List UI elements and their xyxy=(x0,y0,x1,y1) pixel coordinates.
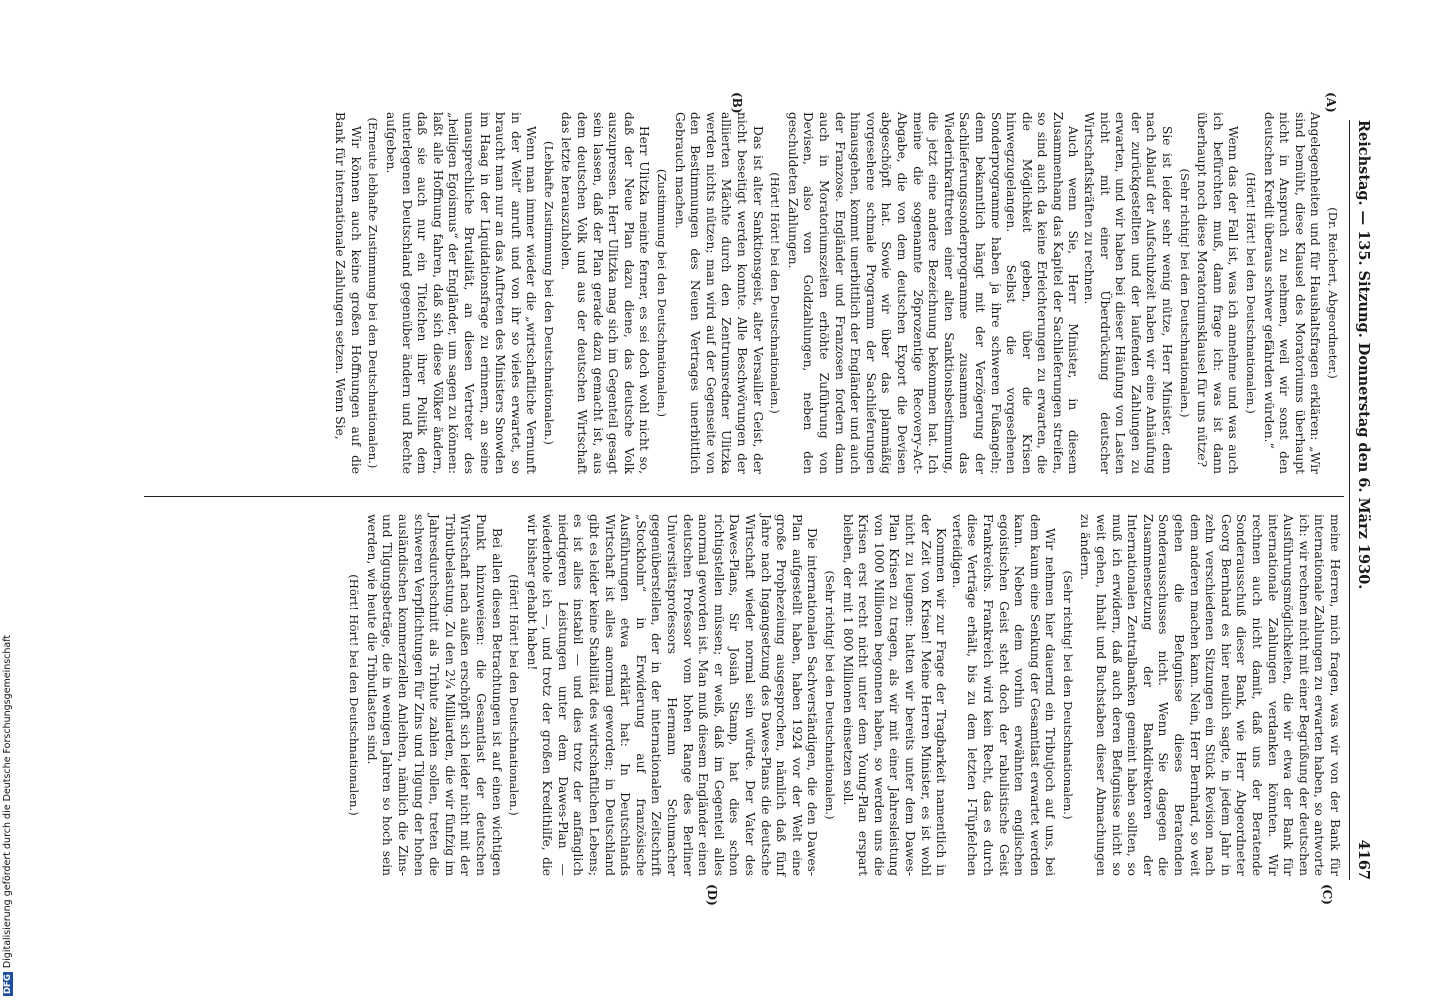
paragraph: Die internationalen Sachverständigen, die den Dawes-Plan aufgestellt haben, haben 1924 vor der Welt eine große Prophezeiung ausgesprochen, nämlich daß fünf Jahre nach Ingangsetzung des Dawes-Plans die deutsche Wirtschaft wieder normal sein würde. Der Vater des Dawes-Plans, Sir Josiah Stamp, hat dies schon richtigstellen müssen; er weiß, daß im Gegenteil alles anormal geworden ist. Man muß diesem Engländer einen deutschen Professor vom hohen Range des Berliner Universitätsprofessors Hermann Schumacher gegenüberstellen, der in der internationalen Zeitschrift „Stockholm“ in Erwiderung auf französische Ausführungen etwa erklärt hat: In Deutschlands Wirtschaft ist alles anormal geworden; in Deutschland gibt es leider keine Stabilität des wirtschaftlichen Lebens; es ist alles instabil — und dies trotz der anfänglich niedrigeren Leistungen unter dem Dawes-Plan — wiederhole ich —, und trotz der großen Kredithilfe, die wir bisher gehabt haben! xyxy=(524,514,820,876)
paragraph: Auch wenn Sie, Herr Minister, in diesem Zusammenhang das Kapitel der Sachlieferungen streifen, so sind auch da keine Erleichterungen zu erwarten, die die Möglichkeit geben, über die Krisen hinwegzugelangen. Selbst die vorgesehenen Sonderprogramme haben ja ihre schweren Fußangeln; denn bekanntlich hängt mit der Verzögerung der Sachlieferungssonderprogramme zusammen das Wiederinkrafttreten einer alten Sanktionsbestimmung, die jetzt eine andere Bezeichnung bekommen hat. Ich meine die sogenannte 26prozentige Recovery-Act-Abgabe, die von dem deutschen Export die Devisen abgeschöpft hat. Sowie wir über das planmäßig vorgesehene schmale Programm der Sachlieferungen hinausgehen, kommt unerbittlich der Engländer und auch der Franzose. Engländer und Franzosen fordern dann auch in Moratoriumszeiten erhöhte Zuführung von Devisen, also von Goldzahlungen, neben den geschuldeten Zahlungen. xyxy=(785,112,1081,474)
paragraph: meine Herren, mich fragen, was wir von der Bank für internationale Zahlungen zu erwarten haben, so antworte ich: wir rechnen nicht mit einer Begrüßung der deutschen Ausführungsmöglichkeiten, die wir etwa der Bank für internationale Zahlungen verdanken könnten. Wir rechnen auch nicht damit, daß uns der Beratende Sonderausschuß dieser Bank, wie Herr Abgeordneter Georg Bernhard es hier neulich sagte, in jedem Jahr in zehn verschiedenen Sitzungen ein Stück Revision nach dem anderen machen kann. Nein, Herr Bernhard, so weit gehen die Befugnisse dieses Beratenden Sonderausschusses nicht. Wenn Sie dagegen die Zusammensetzung der Bankdirektoren der Internationalen Zentralbanken gemeint haben sollten, so muß ich erwidern, daß auch deren Befugnisse nicht so weit gehen, Inhalt und Buchstaben dieser Abmachungen zu ändern. xyxy=(1078,514,1342,877)
paragraph: Sie ist leider sehr wenig nütze, Herr Minister, denn nach Ablauf der Aufschubzeit haben wir eine Anhäufung der zurückgestellten und der laufenden Zahlungen zu erwarten, und wir haben bei dieser Häufung von Lasten nicht mit einer Überdrückung deutscher Wirtschaftskräften zu rechnen. xyxy=(1082,112,1175,474)
reaction: (Sehr richtig! bei den Deutschnationalen.) xyxy=(1177,168,1192,418)
digitization-note-text: Digitalisierung gefördert durch die Deutsche Forschungsgemeinschaft xyxy=(2,634,13,969)
reaction: (Hört! Hört! bei den Deutschnationalen.) xyxy=(1244,172,1259,414)
paragraph: Wir können auch keine großen Hoffnungen auf die Bank für internationale Zahlungen setzen. Wenn Sie, xyxy=(333,112,363,474)
reaction: (Hört! Hört! bei den Deutschnationalen.) xyxy=(507,574,522,816)
paragraph: Wenn man immer wieder die „wirtschaftliche Vernunft in der Welt“ anruft und von ihr so vieles erwartet, so braucht man nur an das Auftreten des Ministers Snowden im Haag in der Liquidationsfrage zu erinnern, an seine unausprechliche Brutalität, an diesen Vertreter des „heiligen Egoismus“ der Engländer, um sagen zu können: laßt alle Hoffnung fahren, daß sich diese Völker ändern, daß sie auch nur ein Titelchen ihrer Politik dem unterlegenen Deutschland gegenüber ändern und Rechte aufgeben. xyxy=(383,112,539,474)
paragraph: Herr Ulitzka meinte ferner, es sei doch wohl nicht so, daß der Neue Plan dazu diene, das deutsche Volk auszupressen. Herr Ulitzka mag sich im Gegenteil gesagt sein lassen, daß der Plan gerade dazu gemacht ist, aus dem deutschen Volk und aus der deutschen Wirtschaft das letzte herauszuholen. xyxy=(559,112,652,474)
digitization-note xyxy=(2,0,16,996)
right-column xyxy=(344,514,1342,876)
column-divider xyxy=(144,496,1344,497)
margin-letter-c: (C) xyxy=(1320,884,1334,905)
speaker-intro: (Dr. Reichert, Abgeordneter.) xyxy=(1326,207,1340,379)
paragraph: Bei allen diesen Betrachtungen ist auf einen wichtigen Punkt hinzuweisen: die Gesamtlast der deutschen Wirtschaft nach außen erschöpft sich leider nicht mit der Tributbelastung. Zu den 2¼ Milliarden, die wir fünfzig im Jahresdurchschnitt als Tribute zahlen sollen, treten die schweren Verpflichtungen für Zins und Tilgung der hohen ausländischen kommerziellen Anleihen, nämlich die Zins- und Tilgungsbeträge, die in wenigen Jahren so hoch sein werden, wie heute die Tributlasten sind. xyxy=(364,514,504,876)
paragraph: Angelegenheiten und für Haushaltsfragen erklären: „Wir sind bemüht, diese Klausel des Moratoriums überhaupt nicht in Anspruch zu nehmen, weil wir sonst den deutschen Kredit überaus schwer gefährden würden.“ xyxy=(1261,112,1323,474)
header-rule xyxy=(1349,120,1350,880)
reaction: (Zustimmung bei den Deutschnationalen.) xyxy=(655,168,670,418)
page-number: 4167 xyxy=(1355,839,1372,880)
margin-letter-a: (A) xyxy=(1324,92,1338,113)
left-column xyxy=(332,112,1342,474)
paragraph: Wenn das der Fall ist, was ich annehme und was auch ich befürchten muß, dann frage ich: was ist dann überhaupt noch diese Moratoriumsklausel für uns nütze? xyxy=(1195,112,1241,474)
reaction: (Lebhafte Zustimmung bei den Deutschnationalen.) xyxy=(541,141,556,445)
reaction: (Hört! Hört! bei den Deutschnationalen.) xyxy=(347,574,362,816)
reaction: (Hört! Hört! bei den Deutschnationalen.) xyxy=(768,172,783,414)
paragraph: Das ist alter Sanktionsgeist, alter Versailler Geist, der nicht beseitigt werden konnte. Alle Beschwörungen der alliierten Mächte durch den Zentrumsredner Ulitzka werden nichts nützen; man wird auf der Gegenseite von den Bestimmungen des Neuen Vertrages unerbittlich Gebrauch machen. xyxy=(672,112,765,474)
reaction: (Sehr richtig! bei den Deutschnationalen.) xyxy=(823,570,837,820)
dfg-logo: DFG xyxy=(3,974,13,994)
reaction: (Sehr richtig! bei den Deutschnationalen.) xyxy=(1060,570,1075,820)
margin-letter-d: (D) xyxy=(705,884,719,906)
reaction: (Erneute lebhafte Zustimmung bei den Deutschnationalen.) xyxy=(366,117,381,469)
header-title: Reichstag. — 135. Sitzung. Donnerstag den 6. März 1930. xyxy=(1355,120,1372,590)
page-header xyxy=(1352,120,1372,880)
paragraph: Wir nehmen hier dauernd ein Tributjoch auf uns, bei dem kaum eine Senkung der Gesamtlast erwartet werden kann. Neben dem vorhin erwähnten englischen egoistischen Geist steht doch der rabulistische Geist Frankreichs. Frankreich wird kein Recht, das es durch diese Verträge erhält, bis zu dem letzten I-Tüpfelchen verteidigen. xyxy=(949,514,1058,876)
margin-letter-b: (B) xyxy=(730,92,744,114)
paragraph: Kommen wir zur Frage der Tragbarkeit namentlich in der Zeit von Krisen! Meine Herren Minister, es ist wohl nicht zu leugnen: hatten wir bereits unter dem Dawes-Plan Krisen zu tragen, als wir mit einer Jahresleistung von 1000 Millionen begonnen haben, so werden uns die Krisen erst recht nicht unter dem Young-Plan erspart bleiben, der mit 1 800 Millionen einsetzen soll. xyxy=(840,514,949,876)
